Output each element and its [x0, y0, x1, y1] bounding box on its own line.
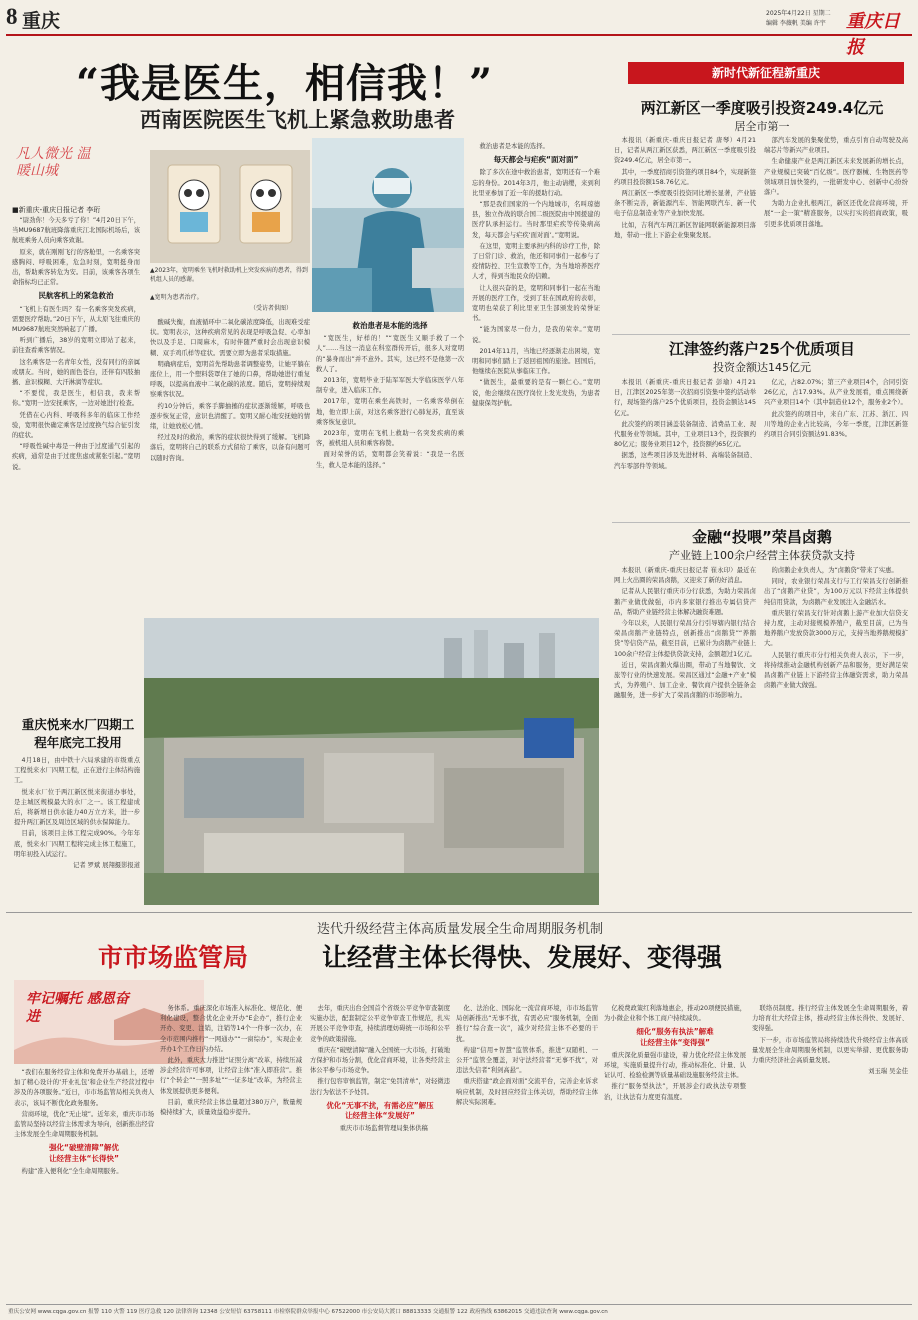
feature-col-1: “我们在服务经营主体和免费开办基础上，还增加了精心设计的‘开业礼包’和企业生产经营过程中涉及的各项服务。”近日，市市场监管局相关负责人表示，该局不断优化政务服务。 营商环境，优化“无止境”。近年来，重庆市市场监管局坚持以经营主体需求为导向，创新推出经营主体发展全生命周期服务机制。 强化“破壁清障”解优 让经营主体“长得快” 构建“准入便利化”全生命周期服务。	[14, 1069, 154, 1175]
feature-headline-left: 市市场监管局	[98, 943, 249, 972]
subhead-1: 民航客机上的紧急救治	[38, 291, 114, 301]
article-water-plant-byline: 记者 罗斌 展翔摄影报道	[73, 862, 140, 870]
footer-hotlines: 重庆公安网 www.cqga.gov.cn 报警 110 火警 119 医疗急救 120 法律咨询 12348 公安短信 63758111 市检察院群众举报中心 67522000 市公安局大渡口 88813333 交通报警 122 政府热线 63862015 交通违法查询 www.cqga.gov.cn	[8, 1309, 608, 1315]
subhead-3: 每天都会与疟疾“面对面”	[493, 155, 579, 165]
article-doctor-lead: “尉劲你！今天多亏了你！”4月20日下午，当MU9687航班降落重庆江北国际机场后，该航班乘务人员向乘客致谢。	[12, 217, 140, 245]
article-doctor-column-2: 酸碱失衡，血液循环中二氧化碳浓度降低，出现难受症状。宽明表示，这种疾病常见的表现是呼吸急促、心率加快以及手足、口周麻木，有时伴随严重时会出现意识模糊、双手鸡爪样等症状。需要立即为患者采取措施。 明确病症后，宽明首先帮助患者调整姿势，让她平躺在座位上，用一个塑料袋罩住了她的口鼻，帮助她进行重复呼吸，以提高血液中二氧化碳的浓度。随后，宽明持续观察乘客状况。 约10分钟后，乘客手脚抽搐的症状逐渐缓解，呼吸也逐步恢复正常，意识也清醒了。宽明又耐心地安抚她的情绪，让她放松心情。 经过及时的救治，乘客的症状很快得到了缓解。飞机降落后，宽明将自己的联系方式留给了乘客，以备有问题可以随时咨询。	[150, 319, 310, 462]
feature-col-6: 联络员制度。推行经营主体发展全生命周期服务，着力培育壮大经营主体，推动经营主体长得快、发展好、变得强。 下一步，市市场监管局将持续迭代升级经营主体高质量发展全生命周期服务机制，以更实举措、更优服务助力重庆经济社会高质量发展。 刘玉瑞 吴金佳	[752, 1004, 908, 1300]
staff-line: 编辑 李薇帆 美编 许宇	[766, 20, 826, 27]
subhead-2: 救治患者是本能的选择	[352, 321, 428, 330]
article-rongchang-subheadline: 产业链上100余户经营主体获贷款支持	[669, 549, 855, 562]
feature-col-4: 化、法治化、国际化一流营商环境，市市场监管局创新推出“无事不扰，有需必应”服务机制，全面推行“综合查一次”，减少对经营主体不必要的干扰。 构建“信用+智慧”监管体系，推进“双随机、一公开”监管全覆盖，对守法经营者“无事不扰”，对违法失信者“利剑高悬”。 重庆搭建“政企面对面”交流平台，完善企业诉求响应机制，及时回应经营主体关切，帮助经营主体解决实际困难。	[456, 1005, 598, 1106]
divider-2	[612, 522, 910, 523]
right-banner-text: 新时代新征程新重庆	[711, 66, 820, 80]
feature-subhead-1: 强化“破壁清障”解优 让经营主体“长得快”	[49, 1143, 119, 1163]
article-doctor-column-4: 救治患者是本能的选择。 每天都会与疟疾“面对面” 除了多次在途中救治患者，宽明还有一个难忘的身份。2014年3月，他主动请缨，来到利比里亚参加了近一年的援助行动。 “那是我们国家的一个内地城市，名叫琼德县，独立作战的联合国二级医院由中国援建的医疗队承担运行。当时那里疟疾等传染病高发，每天都会与疟疾‘面对面’。”宽明说。 在这里，宽明主要承担内科的诊疗工作，除了日常门诊、救治，他还和同事们一起参与了疫情防控、卫生宣教等工作，为当地培养医疗人才，得到当地民众的信赖。 让人很兴奋的是，宽明和同事们一起在当地开展的医疗工作，受到了驻在国政府的表彰，宽明也荣获了利比里亚卫生部颁发的荣誉证书。 “能为国家尽一份力，是我的荣幸。”宽明说。 2014年11月，当地已经逐渐走出困境，宽明和同事们踏上了返回祖国的旅途。回国后，他继续在医院从事临床工作。 “做医生，最重要的是有一颗仁心。”宽明说，他会继续在医疗岗位上发光发热，为患者健康保驾护航。	[472, 143, 600, 407]
footer-rule	[6, 1304, 912, 1305]
article-liangjiang-subheadline: 居全市第一	[734, 120, 790, 133]
photo1-caption: ▲2023年，宽明乘坐飞机时救助机上突发疾病的患者，得到机组人员的感谢。	[150, 267, 308, 283]
photo2-caption: ▲宽明为患者治疗。	[150, 294, 203, 301]
photo-panda-cookies	[150, 150, 310, 263]
article-doctor-headline: “我是医生，相信我！”	[76, 60, 494, 107]
article-liangjiang-lead: 本报讯（新重庆-重庆日报记者 唐琴）4月21日，记者从两江新区获悉，两江新区一季度吸引投资249.4亿元，居全市第一。	[614, 137, 756, 165]
article-water-plant-body: 4月18日，由中铁十六局承建的市级重点工程悦来水厂四期工程，正在进行主体结构施工。 悦来水厂位于两江新区悦来街道办事处，是主城区规模最大的水厂之一。该工程建成后，将新增日供水能力40万立方米，进一步提升两江新区及周边区域的供水保障能力。 目前，该项目主体工程完成90%。今年年底，悦来水厂四期工程将完成主体工程施工，明年初投入试运行。 记者 罗斌 展翔摄影报道	[14, 756, 140, 904]
article-liangjiang-col-2: 部汽车发展的集聚优势，重点引育自动驾驶及高端芯片等新兴产业项目。 生命健康产业是两江新区未来发展新的增长点，产业规模已突破“百亿级”。医疗器械、生物医药等领域项目加快签约，一批研发中心、创新中心纷纷落户。 为助力企业扎根两江，新区还优化营商环境，开展“一企一策”精准服务，以实打实的招商政策，吸引更多优质项目落地。	[764, 137, 908, 228]
right-banner	[628, 62, 904, 84]
feature-signature: 刘玉瑞 吴金佳	[868, 1068, 908, 1076]
feature-subhead-2: 优化“无事不扰，有需必应”解压 让经营主体“发展好”	[326, 1100, 434, 1121]
date-line: 2025年4月22日 星期二	[766, 10, 831, 17]
article-doctor-column-3: 救治患者是本能的选择 “宽医生，好样的！”“宽医生又顺手救了一个人”……当这一消息在科室群传开后，很多人对宽明的“暴身而出”并不意外。其实，这已经不是他第一次救人了。 2013年，宽明毕业于陆军军医大学临床医学八年制专业，进入临床工作。 2017年，宽明在乘坐高铁时，一名乘客晕倒在地，他立即上前，对这名乘客进行心肺复苏，直至该乘客恢复意识。 2023年，宽明在飞机上救助一名突发疾病的乘客，被机组人员和乘客称赞。 面对荣誉的话，宽明都会笑着说：“我是一名医生，救人是本能的选择。”	[316, 321, 464, 469]
article-jiangjin-subheadline: 投资金额达145亿元	[713, 361, 811, 374]
feature-kicker: 迭代升级经营主体高质量发展全生命周期服务机制	[316, 922, 603, 937]
masthead-rule	[6, 34, 912, 36]
photo-doctor-surgery	[312, 138, 464, 312]
article-water-plant-headline: 重庆悦来水厂四期工程年底完工投用	[21, 717, 135, 750]
article-rongchang-lead: 本报讯（新重庆-重庆日报记者 崔永印）最近在网上火出圈的荣昌卤鹅，又迎来了新的好消息。	[614, 567, 756, 585]
paper-name-logo: 重庆日报	[846, 11, 900, 58]
article-rongchang-col-2: 的卤鹅企业负责人，为“卤鹅贷”带来了实惠。 同时，农业银行荣昌支行与工行荣昌支行创新推出了“卤鹅产业贷”，为100万元以下经营主体提供纯信用贷款，为卤鹅产业发展注入金融活水。 重庆银行荣昌支行针对卤鹅上游产业加大信贷支持力度，主动对接规模养殖户，截至目前，已为当地养鹅户发放贷款3000万元，支持当地养鹅规模扩大。 人民银行重庆市分行相关负责人表示，下一步，将持续推动金融机构创新产品和服务，更好满足荣昌卤鹅产业链上下游经营主体融资需求，助力荣昌卤鹅产业做大做强。	[764, 567, 908, 690]
doctor-illustration	[312, 138, 464, 312]
article-liangjiang-col-1: 本报讯（新重庆-重庆日报记者 唐琴）4月21日，记者从两江新区获悉，两江新区一季度吸引投资249.4亿元，居全市第一。 其中，一季度招商引资签约项目84个，实现新签约项目投资额158.76亿元。 两江新区一季度吸引投资同比增长显著，产业链条不断完善，新能源汽车、智能网联汽车、新一代电子信息制造业等产业加快发展。 比如，吉利汽车两江新区智能网联新能源项目落地，带动一批上下游企业集聚发展。	[614, 137, 756, 239]
feature-footer-credit: 重庆市市场监督管理局集体供稿	[339, 1125, 428, 1133]
feature-col-2: 务体系。重庆深化市场准入标准化、规范化、便利化建设，整合优化企业开办“E企办”，推行企业开办、变更、注销，注销等14个一件事一次办，在全市范围内推行“一网通办”“一窗综办”，实现企业开办1个工作日内办结。 此外，重庆大力推进“证照分离”改革，持续压减涉企经营许可事项，让经营主体“准入即准营”。推行“个转企”“一照多址”“一证多址”改革，为经营主体发展提供更多便利。 目前，重庆经营主体总量超过380万户，数量规模持续扩大，质量效益稳步提升。	[160, 1005, 302, 1117]
article-jiangjin-col-1: 本报讯（新重庆-重庆日报记者 彭瑜）4月21日，江津区2025年第一次招商引资集中签约活动举行，现场签约落户25个优质项目，投资金额达145亿元。 此次签约的项目涵盖装备制造、消费品工业、现代服务业等领域。其中，工业项目13个，投资额约80亿元；服务业项目12个，投资额约65亿元。 据悉，这些项目涉及先进材料、高端装备制造、汽车零部件等领域。	[614, 379, 756, 470]
article-rongchang-col-1: 本报讯（新重庆-重庆日报记者 崔永印）最近在网上火出圈的荣昌卤鹅，又迎来了新的好消息。 记者从人民银行重庆市分行获悉，为助力荣昌卤鹅产业做优做强，市内多家银行推出专属信贷产品，帮助产业链经营主体解决融资难题。 今年以来，人民银行荣昌分行引导辖内银行结合荣昌卤鹅产业链特点，创新推出“卤鹅贷”“养鹅贷”等信贷产品，截至目前，已累计为卤鹅产业链上100余户经营主体提供贷款支持，金额超过1亿元。 近日，荣昌卤鹅火爆出圈，带动了当地餐饮、文旅等行业的快速发展。荣昌区通过“金融+产业”模式，为养殖户、加工企业、餐饮商户提供全链条金融服务，进一步扩大了荣昌卤鹅的市场影响力。	[614, 567, 756, 700]
feature-col-3: 去年，重庆出台全国首个省级公平竞争审查制度实施办法，配套制定公平竞争审查工作规范，扎实开展公平竞争审查，持续清理妨碍统一市场和公平竞争的政策措施。 重庆在“破壁清障”融入全国统一大市场，打破地方保护和市场分割，优化营商环境，让各类经营主体公平参与市场竞争。 推行包容审慎监管，制定“免罚清单”，对轻微违法行为依法不予处罚。 优化“无事不扰，有需必应”解压 让经营主体“发展好” 重庆市市场监督管理局集体供稿	[310, 1004, 450, 1300]
photo-water-plant-construction	[144, 618, 599, 905]
panda-cookies-illustration	[150, 150, 310, 263]
feature-subhead-3: 细化“服务有执法”解难 让经营主体“变得强”	[636, 1027, 714, 1047]
article-rongchang-headline: 金融“投喂”荣昌卤鹅	[692, 528, 832, 546]
column-logo	[16, 146, 136, 184]
feature-headline-right: 让经营主体长得快、发展好、变得强	[322, 943, 723, 972]
section-name: 重庆	[22, 10, 61, 32]
article-water-plant-lead: 4月18日，由中铁十六局承建的市级重点工程悦来水厂四期工程，正在进行主体结构施工。	[14, 757, 140, 785]
article-doctor-subheadline: 西南医院医生飞机上紧急救助患者	[140, 107, 455, 132]
feature-top-rule	[6, 912, 912, 913]
page-number: 8	[6, 4, 18, 29]
article-jiangjin-headline: 江津签约落户25个优质项目	[669, 340, 855, 358]
divider-1	[612, 334, 910, 335]
feature-column-logo-text: 牢记嘱托 感恩奋进	[26, 991, 129, 1025]
article-liangjiang-headline: 两江新区一季度吸引投资249.4亿元	[640, 99, 884, 117]
byline: ■新重庆-重庆日报记者 李珩	[12, 206, 101, 214]
article-jiangjin-col-2: 亿元，占82.07%；第三产业项目4个，合同引资26亿元，占17.93%。从产业发展看，重点围绕新兴产业项目14个（其中制造业12个，服务业2个）。 此次签约的项目中，来自广东、江苏、浙江、四川等地的企业占比较高，今年一季度，江津区新签约项目合同引资额达91.83%。	[764, 379, 908, 439]
column-logo-text: 凡人微光 温暖山城	[16, 146, 91, 179]
article-jiangjin-lead: 本报讯（新重庆-重庆日报记者 彭瑜）4月21日，江津区2025年第一次招商引资集中签约活动举行，现场签约落户25个优质项目，投资金额达145亿元。	[614, 379, 756, 417]
photo-credit: （受访者供图）	[250, 305, 293, 312]
construction-illustration	[144, 618, 599, 905]
feature-col-5: 亿税费政策红利落地惠企，推动20项便民措施，为小微企业和个体工商户持续减负。 细化“服务有执法”解难 让经营主体“变得强” 重庆深化质量强市建设，着力优化经营主体发展环境，实施质量提升行动，推动标准化、计量、认证认可、检验检测等质量基础设施服务经营主体。 推行“服务型执法”，开展涉企行政执法专项整治，让执法有力度更有温度。	[604, 1005, 746, 1101]
masthead	[6, 4, 912, 58]
article-doctor-column-1: “尉劲你！今天多亏了你！”4月20日下午，当MU9687航班降落重庆江北国际机场后，该航班乘务人员向乘客致谢。 原来，就在刚刚飞行的客舱里，一名乘客突感胸闷、呼吸困难，危急时刻，宽明挺身而出，帮助乘客转危为安。目前，该乘客各项生命指标均已正常。 民航客机上的紧急救治 “飞机上有医生吗？有一名乘客突发疾病，需要医疗帮助。”20日下午，从太原飞往重庆的MU9687航班突然响起了广播。 听到广播后，38岁的宽明立即站了起来，前往查看乘客情况。 这名乘客是一名青年女性，没有同行的亲属或朋友。当时，她的面色苍白，还伴有四肢抽搐、意识模糊、大汗淋漓等症状。 “不要慌，我是医生，相信我，我来帮你。”宽明一边安抚乘客，一边对她进行检查。 凭借在心内科、呼吸科多年的临床工作经验，宽明很快确定乘客是过度换气综合征引发的症状。 “呼吸性碱中毒是一种由于过度通气引起的疾病，通常是由于过度焦虑或紧张引起。”宽明说。	[12, 217, 140, 471]
